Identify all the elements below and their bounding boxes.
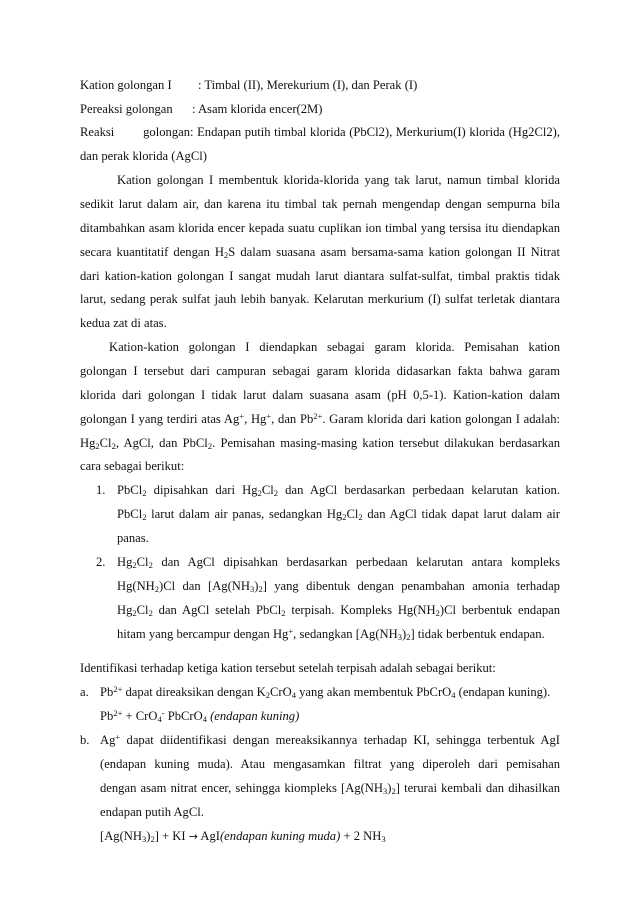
reaksi-label: Reaksi golongan xyxy=(80,125,190,139)
list-item-2-line3: $Hg_2Cl_2$ dan AgCl setelah PbCl$_2$ terpisah. Kompleks $Hg(NH_2)Cl$ berbentuk endapan xyxy=(117,603,561,618)
para2-line6: cara sebagai berikut: xyxy=(80,459,185,473)
para1-line7: kedua zat di atas. xyxy=(80,316,167,330)
list-number-1: 1. xyxy=(96,483,106,497)
item-b-line2: (endapan kuning muda). Atau mengasamkan filtrat yang diperoleh dari pemisahan xyxy=(100,757,560,771)
para2-line1: Kation-kation golongan I diendapkan sebagai garam klorida. Pemisahan kation xyxy=(109,340,560,354)
para2-line5: $Hg_2Cl_2$, AgCl, dan PbCl$_2$. Pemisahan masing-masing kation tersebut dilakukan berdasarkan xyxy=(80,436,560,451)
list-number-2: 2. xyxy=(96,555,106,569)
list-item-2-line2: $Hg(NH_2)Cl$ dan $[Ag(NH_3)_2]$ yang dibentuk dengan penambahan amonia terhadap xyxy=(117,579,560,594)
arrow-icon: → xyxy=(188,830,198,843)
identification-intro: Identifikasi terhadap ketiga kation tersebut setelah terpisah adalah sebagai berikut: xyxy=(80,661,496,675)
para1-line3: ditambahkan asam klorida encer kepada suatu cuplikan ion timbal yang tersisa itu diendapkan xyxy=(80,221,560,235)
kation-label: Kation golongan I xyxy=(80,78,172,92)
list-item-2-line1: $Hg_2Cl_2$ dan AgCl dipisahkan berdasarkan perbedaan kelarutan antara kompleks xyxy=(117,555,560,570)
para1-line6: larut, sedang perak sulfat jauh lebih banyak. Kelarutan merkurium (I) sulfat terletak diantara xyxy=(80,292,560,306)
para1-line4: secara kuantitatif dengan $H_2S$ dalam suasana asam bersama-sama kation golongan II Nitrat xyxy=(80,245,560,260)
list-item-1-line2: PbCl$_2$ larut dalam air panas, sedangkan $Hg_2Cl_2$ dan AgCl tidak dapat larut dalam air xyxy=(117,507,560,522)
kation-value: : Timbal (II), Merekurium (I), dan Perak (I) xyxy=(198,78,418,92)
item-b-line4: endapan putih AgCl. xyxy=(100,805,204,819)
item-b-line3: dengan asam nitrat encer, sehingga kiompleks $[Ag(NH_3)_2]$ terurai kembali dan dihasilkan xyxy=(100,781,561,796)
kation-golongan-row xyxy=(80,77,417,93)
pereaksi-value: : Asam klorida encer(2M) xyxy=(192,102,323,116)
item-b-line1: Ag+ dapat diidentifikasi dengan mereaksikannya terhadap KI, sehingga terbentuk AgI xyxy=(100,732,560,747)
item-a-equation: $Pb^{2+} + CrO_4^-$ PbCrO$_4$ (endapan kuning) xyxy=(100,708,300,724)
para2-line4: golongan I yang terdiri atas Ag+, Hg+, dan $Pb^{2+}$. Garam klorida dari kation golongan I adalah: xyxy=(80,411,560,426)
para1-line1: Kation golongan I membentuk klorida-klorida yang tak larut, namun timbal klorida xyxy=(117,173,560,187)
reaksi-golongan-row xyxy=(80,124,560,140)
item-b-label: b. xyxy=(80,733,90,747)
list-item-1-line3: panas. xyxy=(117,531,149,545)
pereaksi-golongan-row xyxy=(80,101,322,117)
list-item-2-line4: hitam yang bercampur dengan Hg+, sedangkan $[Ag(NH_3)_2]$ tidak berbentuk endapan. xyxy=(117,626,545,642)
list-item-1-line1: PbCl$_2$ dipisahkan dari $Hg_2Cl_2$ dan AgCl berdasarkan perbedaan kelarutan kation. xyxy=(117,483,560,498)
item-b-equation: $[Ag(NH_3)_2]$ + KI → AgI(endapan kuning muda) + 2 $NH_3$ xyxy=(100,829,386,844)
para2-line3: klorida dari golongan I tidak larut dalam suasana asam (pH 0,5-1). Kation-kation dalam xyxy=(80,388,560,402)
item-a-label: a. xyxy=(80,685,89,699)
pereaksi-label: Pereaksi golongan xyxy=(80,102,173,116)
para1-line2: sedikit larut dalam air, dan karena itu timbal tak pernah mengendap dengan sempurna bila xyxy=(80,197,560,211)
reaksi-value: : Endapan putih timbal klorida (PbCl2), Merkurium(I) klorida (Hg2Cl2), xyxy=(190,125,560,139)
item-a-line1: $Pb^{2+}$ dapat direaksikan dengan $K_2CrO_4$ yang akan membentuk PbCrO$_4$ (endapan kuning). xyxy=(100,684,551,700)
para2-line2: golongan I tersebut dari campuran sebagai garam klorida didasarkan fakta bahwa garam xyxy=(80,364,560,378)
reaksi-value-cont: dan perak klorida (AgCl) xyxy=(80,149,207,163)
para1-line5: dari kation-kation golongan I sangat mudah larut diantara sulfat-sulfat, timbal praktis tidak xyxy=(80,269,560,283)
